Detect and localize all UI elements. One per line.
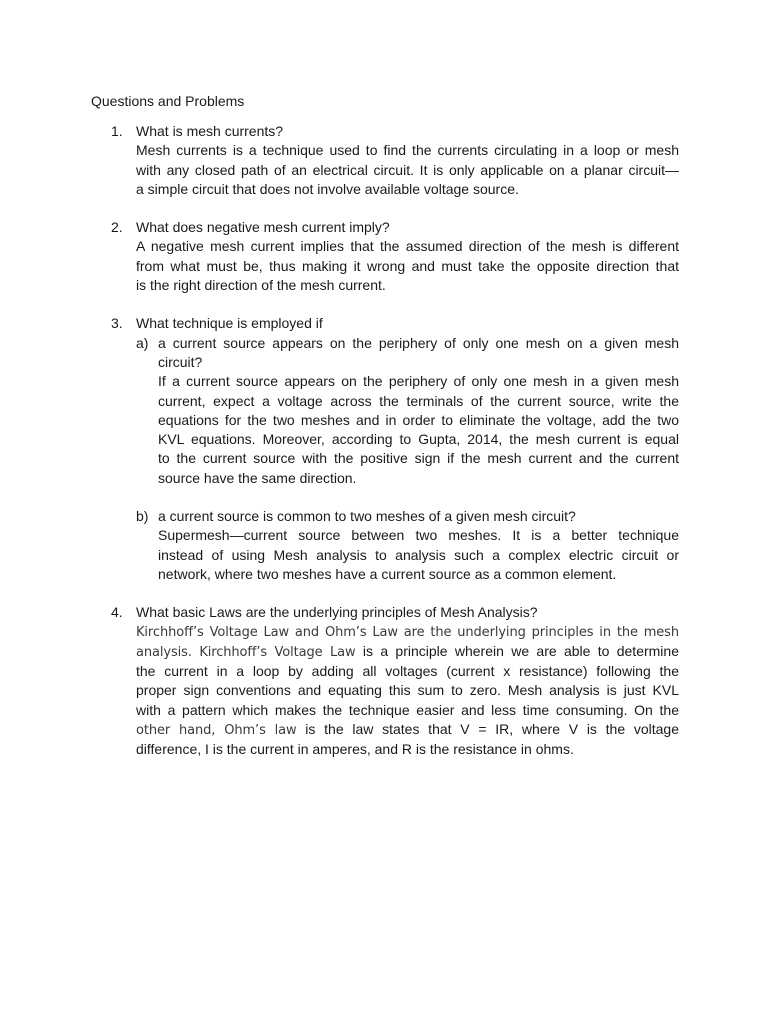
answer-line: instead of using Mesh analysis to analysis such a complex electric circuit or (158, 546, 679, 563)
answer-text (158, 372, 679, 488)
question-text: What basic Laws are the underlying principles of Mesh Analysis? (136, 604, 538, 621)
answer-line: the current in a loop by adding all voltages (current x resistance) following the (136, 663, 679, 680)
sub-question-text (158, 334, 679, 373)
answer-phrase: analysis. Kirchhoff’s Voltage Law (136, 644, 356, 660)
answer-text (136, 237, 679, 295)
answer-phrase: is the law states that V = IR, where V is the voltage (296, 721, 680, 738)
answer-line: equations for the two meshes and in order to eliminate the voltage, add the two (158, 411, 679, 428)
answer-phrase: is a principle wherein we are able to determine (355, 642, 679, 659)
answer-phrase: other hand, Ohm’s law (136, 723, 297, 739)
answer-line: is the right direction of the mesh current. (136, 277, 386, 294)
answer-line: difference, I is the current in amperes, and R is the resistance in ohms. (136, 741, 574, 758)
answer-text (136, 623, 679, 760)
sub-question-letter: b) (136, 508, 149, 525)
answer-line (136, 642, 679, 662)
question-number: 1. (111, 123, 123, 139)
answer-line: Kirchhoff’s Voltage Law and Ohm’s Law are the underlying principles in the mesh (136, 624, 679, 640)
question-number: 4. (111, 604, 123, 621)
answer-line: to the current source with the positive sign if the mesh current and the current (158, 450, 679, 467)
answer-line: proper sign conventions and equating this sum to zero. Mesh analysis is just KVL (136, 682, 679, 699)
sub-question-text: a current source is common to two meshes of a given mesh circuit? (158, 508, 576, 525)
sub-question-line: a current source appears on the periphery of only one mesh on a given mesh (158, 334, 679, 351)
answer-line: from what must be, thus making it wrong and must take the opposite direction that (136, 257, 679, 274)
answer-line (136, 720, 679, 740)
answer-line: with a pattern which makes the technique easier and less time consuming. On the (136, 701, 679, 718)
question-item-2 (111, 218, 679, 295)
answer-line: KVL equations. Moreover, according to Gupta, 2014, the mesh current is equal (158, 431, 679, 448)
question-text: What does negative mesh current imply? (136, 219, 390, 236)
question-item-4 (111, 603, 679, 759)
sub-question-a (136, 334, 679, 488)
question-text: What technique is employed if (136, 315, 323, 332)
question-number: 2. (111, 219, 123, 236)
question-item-3 (111, 314, 679, 584)
answer-text (158, 526, 679, 584)
answer-line: network, where two meshes have a current source as a common element. (158, 565, 617, 582)
question-text: What is mesh currents? (136, 123, 284, 139)
answer-line: with any closed path of an electrical circuit. It is only applicable on a planar circuit— (136, 161, 679, 178)
sub-question-b (136, 507, 679, 584)
page-title: Questions and Problems (91, 93, 245, 109)
answer-line: a simple circuit that does not involve available voltage source. (136, 180, 519, 197)
sub-question-line: circuit? (158, 353, 203, 370)
question-list (111, 122, 679, 760)
answer-line: A negative mesh current implies that the assumed direction of the mesh is different (136, 238, 679, 255)
answer-line: source have the same direction. (158, 469, 357, 486)
question-item-1 (111, 122, 679, 199)
answer-line: If a current source appears on the periphery of only one mesh in a given mesh (158, 373, 679, 390)
question-number: 3. (111, 315, 123, 332)
answer-line: current, expect a voltage across the terminals of the current source, write the (158, 392, 679, 409)
answer-line: Mesh currents is a technique used to find the currents circulating in a loop or mesh (136, 142, 679, 159)
sub-question-letter: a) (136, 334, 149, 351)
answer-text (136, 141, 679, 199)
answer-line: Supermesh—current source between two meshes. It is a better technique (158, 527, 679, 544)
